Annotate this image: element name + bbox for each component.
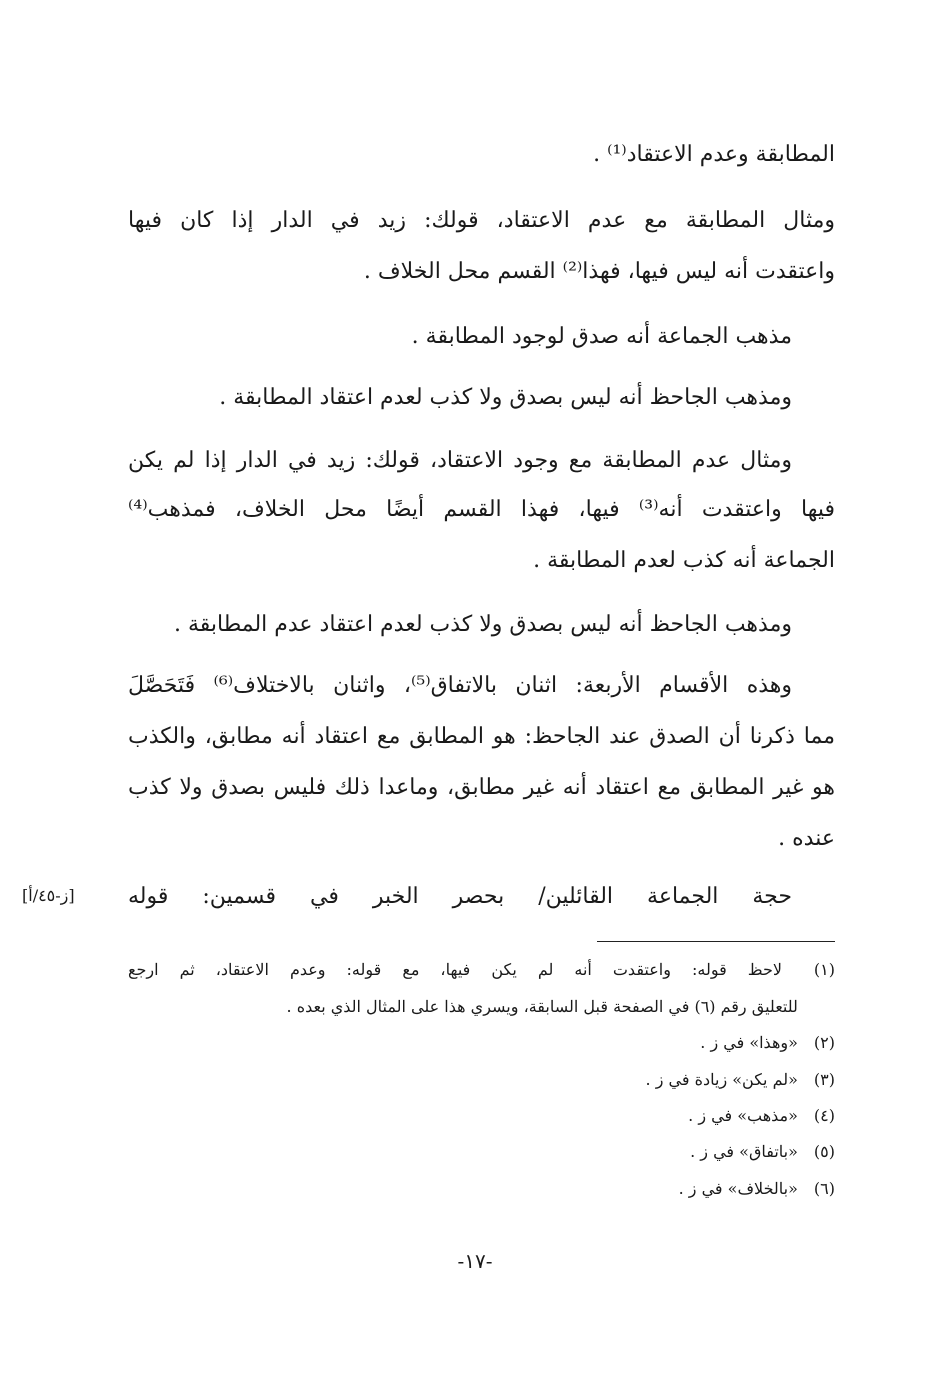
body-line: عنده . xyxy=(778,826,835,851)
footnote xyxy=(646,1068,835,1092)
body-line: ومثال المطابقة مع عدم الاعتقاد، قولك: زيد في الدار إذا كان فيها xyxy=(128,208,835,233)
body-line: الجماعة أنه كذب لعدم المطابقة . xyxy=(533,548,835,573)
margin-reference: [ز-٤٥/أ] xyxy=(22,886,75,905)
body-line: فيها واعتقدت أنه⁽³⁾ فيها، فهذا القسم أيضًا محل الخلاف، فمذهب⁽⁴⁾ xyxy=(128,497,835,522)
body-line: واعتقدت أنه ليس فيها، فهذا⁽²⁾ القسم محل الخلاف . xyxy=(363,259,835,284)
body-line: ومذهب الجاحظ أنه ليس بصدق ولا كذب لعدم اعتقاد عدم المطابقة . xyxy=(173,612,792,637)
footnote-number: (٢) xyxy=(813,1033,835,1052)
footnote xyxy=(128,958,835,982)
footnote-separator xyxy=(597,941,835,942)
body-line: المطابقة وعدم الاعتقاد⁽¹⁾ . xyxy=(593,142,835,167)
footnote-text: «لم يكن» زيادة في ز . xyxy=(645,1070,798,1089)
body-line: مما ذكرنا أن الصدق عند الجاحظ: هو المطابق مع اعتقاد أنه مطابق، والكذب xyxy=(128,724,835,749)
footnote-number: (١) xyxy=(813,960,835,979)
footnote xyxy=(690,1140,835,1164)
footnote xyxy=(287,995,835,1019)
footnote xyxy=(688,1104,835,1128)
footnote-text: «بالخلاف» في ز . xyxy=(678,1179,798,1198)
footnote-text: «باتفاق» في ز . xyxy=(690,1142,798,1161)
body-line: مذهب الجماعة أنه صدق لوجود المطابقة . xyxy=(411,324,792,349)
footnote xyxy=(679,1177,835,1201)
footnote-text: «مذهب» في ز . xyxy=(688,1106,798,1125)
footnote-number: (٦) xyxy=(813,1179,835,1198)
footnote-number: (٤) xyxy=(813,1106,835,1125)
footnote xyxy=(700,1031,835,1055)
footnote-text: لاحظ قوله: واعتقدت أنه لم يكن فيها، مع قوله: وعدم الاعتقاد، ثم ارجع xyxy=(128,960,782,979)
footnote-text: «وهذا» في ز . xyxy=(700,1033,798,1052)
body-line: هو غير المطابق مع اعتقاد أنه غير مطابق، وماعدا ذلك فليس بصدق ولا كذب xyxy=(128,775,835,800)
page-number: -١٧- xyxy=(457,1249,493,1273)
section-heading-line: حجة الجماعة القائلين/ بحصر الخبر في قسمين: قوله xyxy=(128,884,792,909)
body-line: ومذهب الجاحظ أنه ليس بصدق ولا كذب لعدم اعتقاد المطابقة . xyxy=(219,385,792,410)
footnote-number: (٣) xyxy=(813,1070,835,1089)
body-line: وهذه الأقسام الأربعة: اثنان بالاتفاق⁽⁵⁾، واثنان بالاختلاف⁽⁶⁾ فَتَحَصَّلَ xyxy=(128,673,792,698)
footnote-number: (٥) xyxy=(813,1142,835,1161)
footnote-text: للتعليق رقم (٦) في الصفحة قبل السابقة، ويسري هذا على المثال الذي بعده . xyxy=(286,997,798,1016)
body-line: ومثال عدم المطابقة مع وجود الاعتقاد، قولك: زيد في الدار إذا لم يكن xyxy=(128,448,792,473)
